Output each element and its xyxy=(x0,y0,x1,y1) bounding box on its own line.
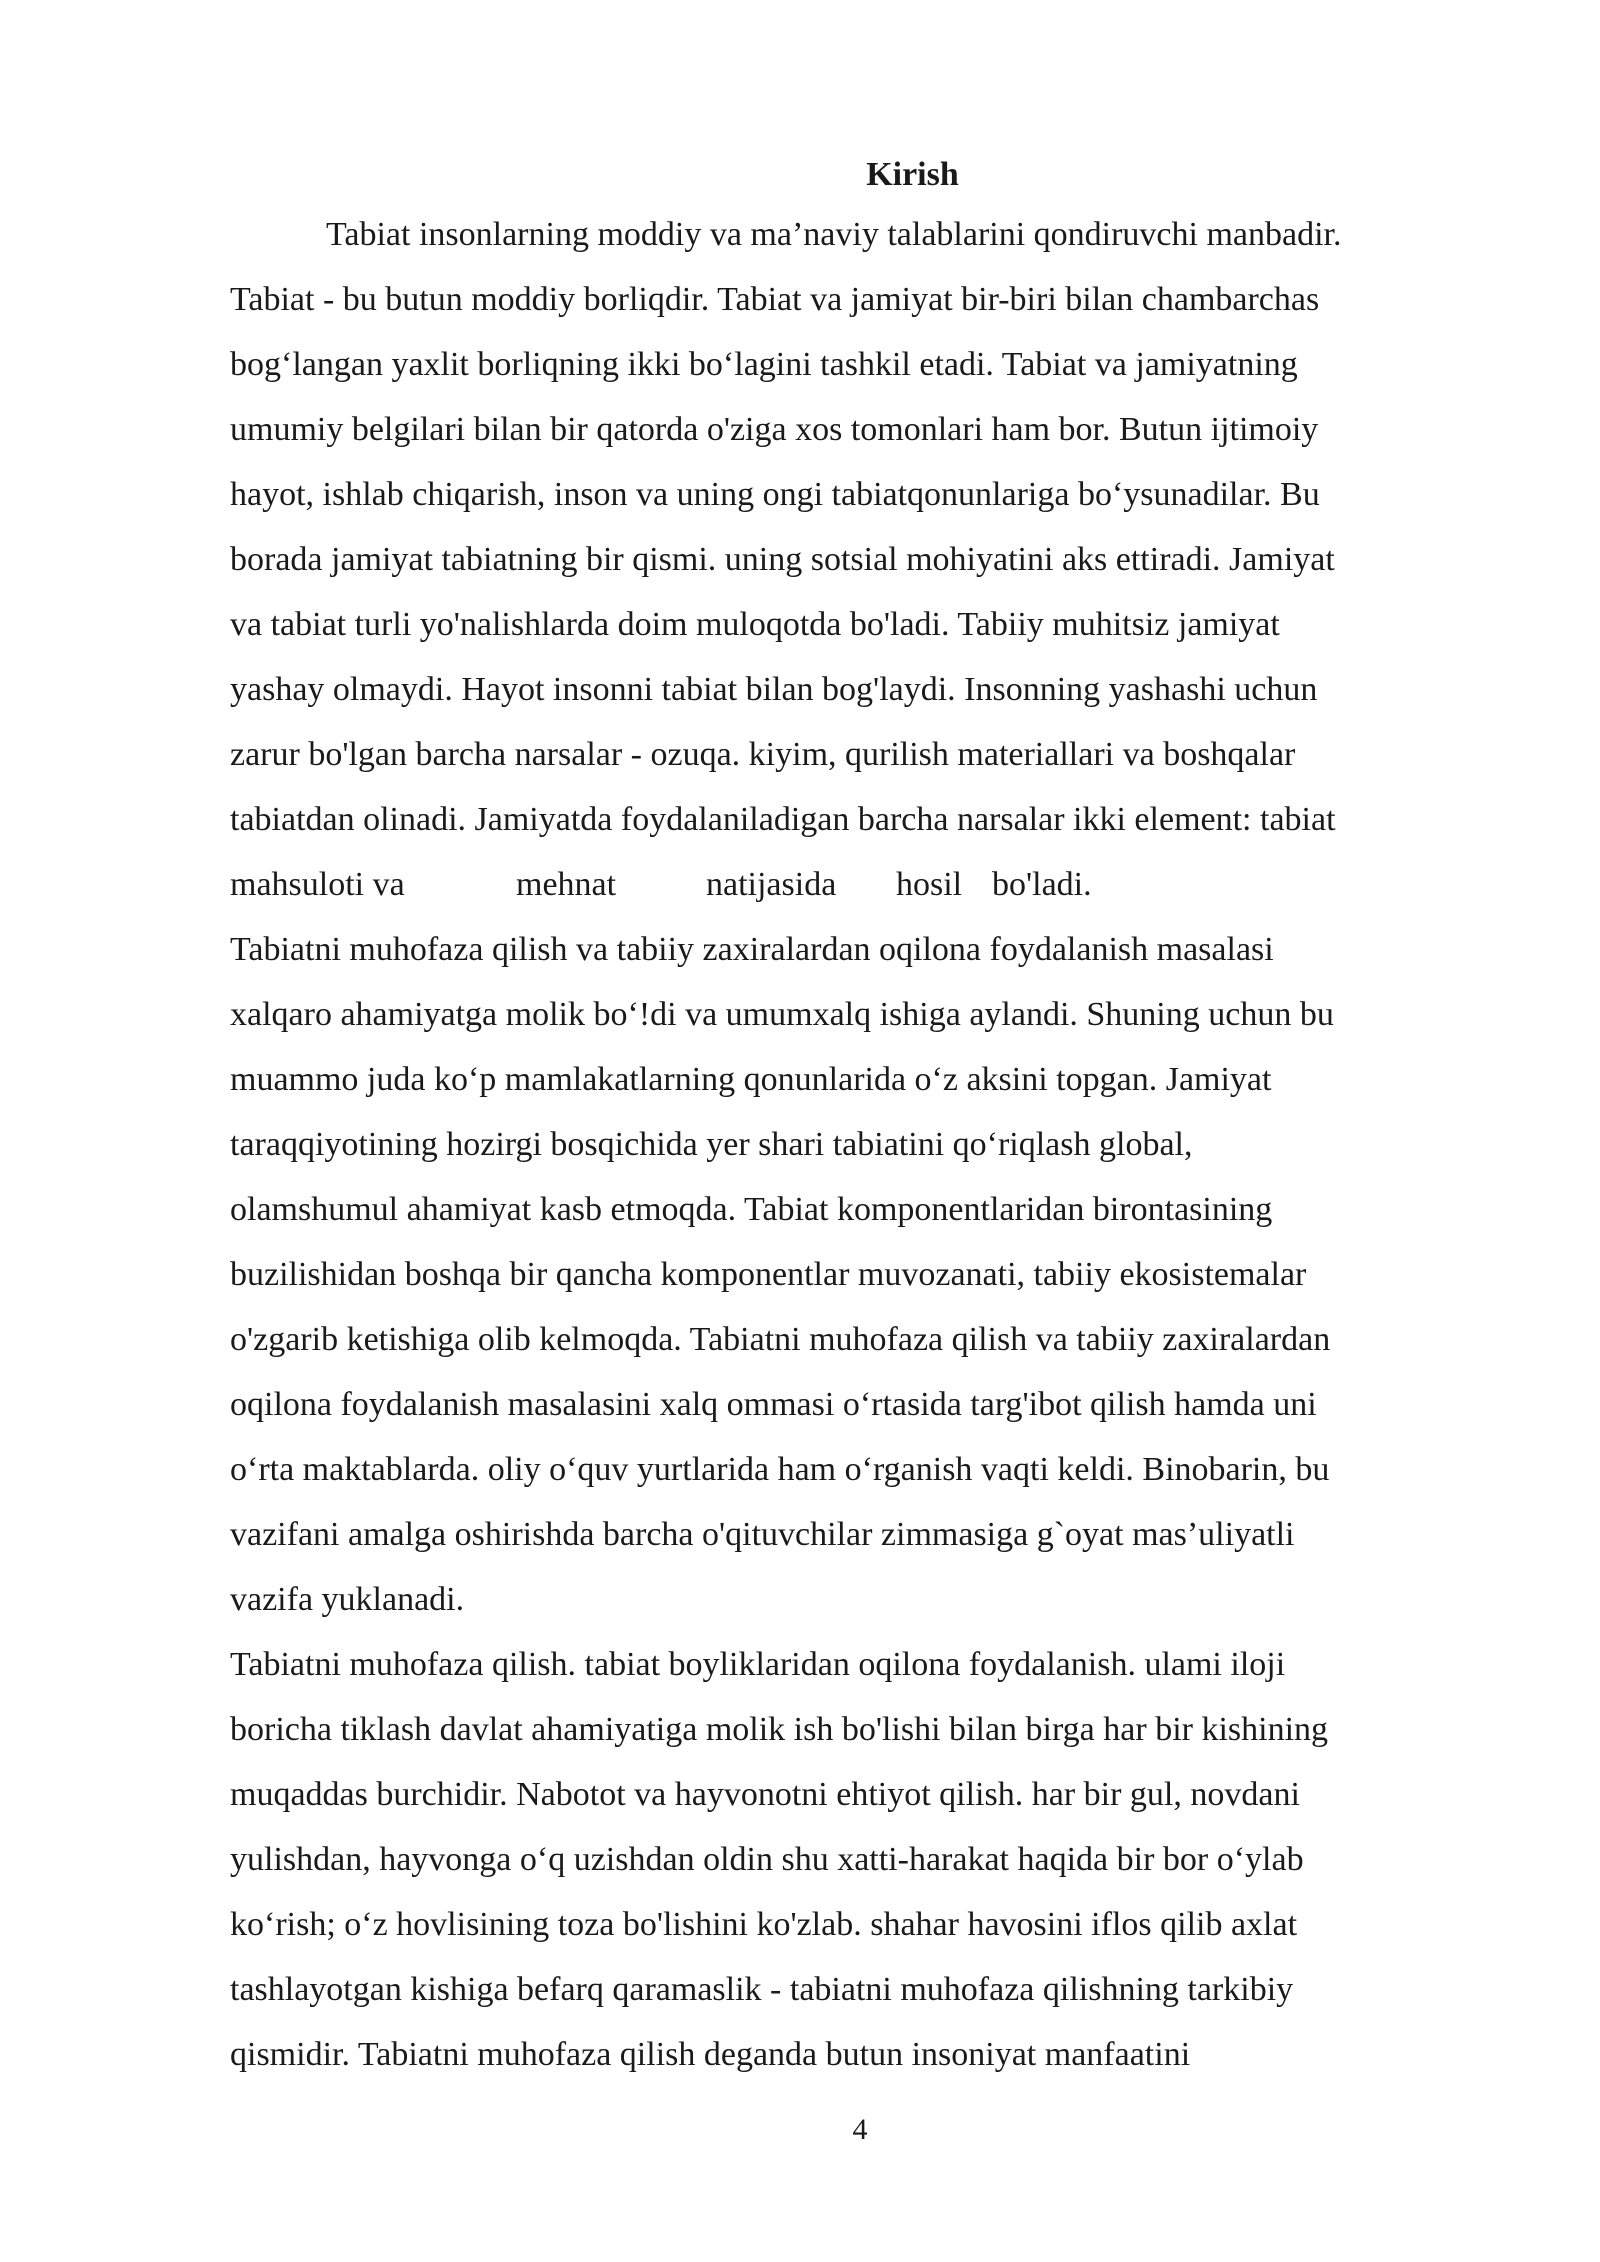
text-line: Tabiat - bu butun moddiy borliqdir. Tabiat va jamiyat bir-biri bilan chambarchas xyxy=(230,281,1320,318)
text-line-justified xyxy=(230,852,1460,917)
page-number: 4 xyxy=(852,2113,868,2146)
text-line: boricha tiklash davlat ahamiyatiga molik ish bo'lishi bilan birga har bir kishining xyxy=(230,1711,1329,1748)
paragraph-2 xyxy=(230,917,1460,1632)
text-line: zarur bo'lgan barcha narsalar - ozuqa. kiyim, qurilish materiallari va boshqalar xyxy=(230,736,1296,773)
paragraph-1 xyxy=(230,202,1460,917)
text-line: tashlayotgan kishiga befarq qaramaslik - tabiatni muhofaza qilishning tarkibiy xyxy=(230,1971,1294,2008)
word: mahsuloti va xyxy=(230,866,405,903)
text-line: xalqaro ahamiyatga molik bo‘!di va umumxalq ishiga aylandi. Shuning uchun bu xyxy=(230,996,1334,1033)
text-line: bog‘langan yaxlit borliqning ikki bo‘lagini tashkil etadi. Tabiat va jamiyatning xyxy=(230,346,1298,383)
word: bo'ladi. xyxy=(992,866,1092,903)
text-line: yashay olmaydi. Hayot insonni tabiat bilan bog'laydi. Insonning yashashi uchun xyxy=(230,671,1318,708)
text-line: oqilona foydalanish masalasini xalq ommasi o‘rtasida targ'ibot qilish hamda uni xyxy=(230,1386,1317,1423)
word: mehnat xyxy=(516,866,617,903)
text-line: Tabiatni muhofaza qilish va tabiiy zaxiralardan oqilona foydalanish masalasi xyxy=(230,931,1274,968)
paragraph-3 xyxy=(230,1632,1460,2087)
text-line: Tabiatni muhofaza qilish. tabiat boyliklaridan oqilona foydalanish. ulami iloji xyxy=(230,1646,1286,1683)
text-line: olamshumul ahamiyat kasb etmoqda. Tabiat komponentlaridan birontasining xyxy=(230,1191,1273,1228)
document-page xyxy=(230,148,1460,2087)
text-line: yulishdan, hayvonga o‘q uzishdan oldin shu xatti-harakat haqida bir bor o‘ylab xyxy=(230,1841,1304,1878)
text-line: o‘rta maktablarda. oliy o‘quv yurtlarida ham o‘rganish vaqti keldi. Binobarin, bu xyxy=(230,1451,1330,1488)
text-line: tabiatdan olinadi. Jamiyatda foydalaniladigan barcha narsalar ikki element: tabiat xyxy=(230,801,1336,838)
text-line: muammo juda ko‘p mamlakatlarning qonunlarida o‘z aksini topgan. Jamiyat xyxy=(230,1061,1272,1098)
text-line: muqaddas burchidir. Nabotot va hayvonotni ehtiyot qilish. har bir gul, novdani xyxy=(230,1776,1300,1813)
text-line: umumiy belgilari bilan bir qatorda o'ziga xos tomonlari ham bor. Butun ijtimoiy xyxy=(230,411,1319,448)
text-line: vazifani amalga oshirishda barcha o'qituvchilar zimmasiga g`oyat mas’uliyatli xyxy=(230,1516,1295,1553)
text-line: borada jamiyat tabiatning bir qismi. uning sotsial mohiyatini aks ettiradi. Jamiyat xyxy=(230,541,1335,578)
text-line: buzilishidan boshqa bir qancha komponentlar muvozanati, tabiiy ekosistemalar xyxy=(230,1256,1307,1293)
word: natijasida xyxy=(706,866,837,903)
text-line: qismidir. Tabiatni muhofaza qilish deganda butun insoniyat manfaatini xyxy=(230,2036,1191,2073)
text-line: o'zgarib ketishiga olib kelmoqda. Tabiatni muhofaza qilish va tabiiy zaxiralardan xyxy=(230,1321,1331,1358)
text-line: ko‘rish; o‘z hovlisining toza bo'lishini ko'zlab. shahar havosini iflos qilib axlat xyxy=(230,1906,1298,1943)
text-line: va tabiat turli yo'nalishlarda doim muloqotda bo'ladi. Tabiiy muhitsiz jamiyat xyxy=(230,606,1280,643)
text-line: taraqqiyotining hozirgi bosqichida yer shari tabiatini qo‘riqlash global, xyxy=(230,1126,1193,1163)
page-title: Kirish xyxy=(866,156,959,193)
text-line: hayot, ishlab chiqarish, inson va uning ongi tabiatqonunlariga bo‘ysunadilar. Bu xyxy=(230,476,1320,513)
text-line: vazifa yuklanadi. xyxy=(230,1581,465,1618)
word: hosil xyxy=(896,866,963,903)
text-line: Tabiat insonlarning moddiy va ma’naviy talablarini qondiruvchi manbadir. xyxy=(326,216,1342,253)
